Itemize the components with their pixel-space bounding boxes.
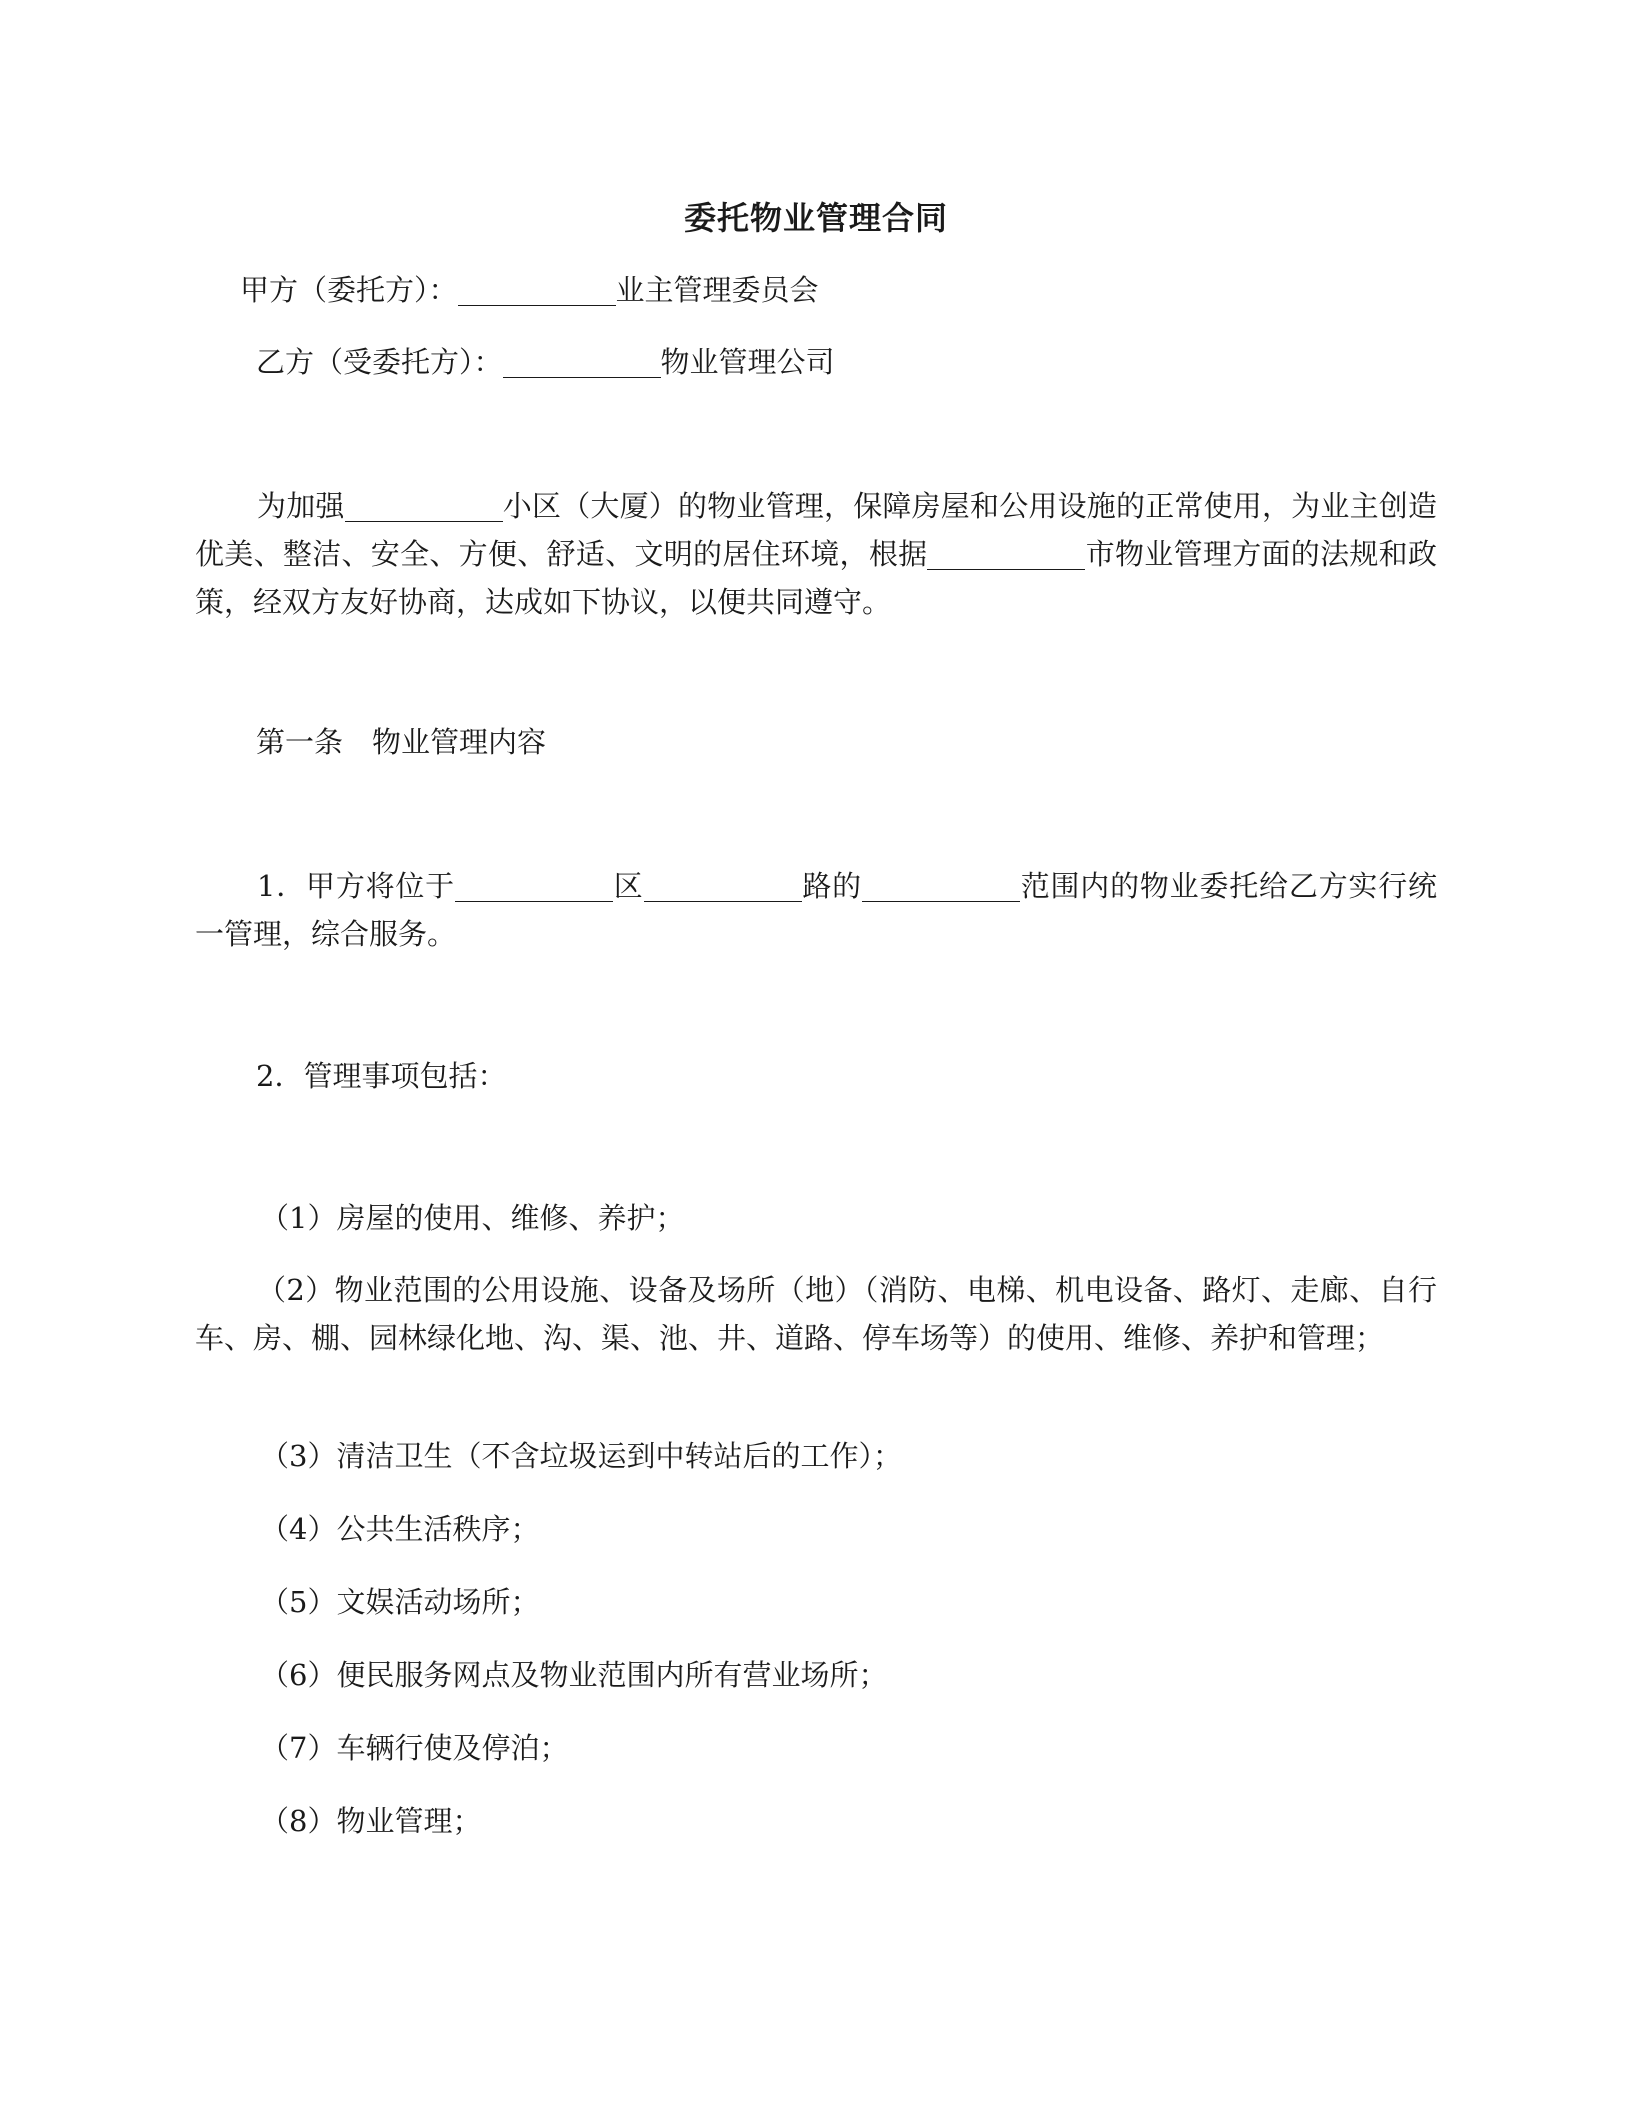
list-item: （1）房屋的使用、维修、养护； bbox=[260, 1201, 685, 1235]
party-a-line bbox=[240, 266, 819, 314]
clause-1-text-4: 范围内的物业委托给乙方实行统一管理，综合服务。 bbox=[195, 869, 1437, 951]
list-item: （5）文娱活动场所； bbox=[260, 1585, 540, 1619]
list-item: （6）便民服务网点及物业范围内所有营业场所； bbox=[260, 1658, 888, 1692]
document-title: 委托物业管理合同 bbox=[683, 199, 948, 237]
list-item: （3）清洁卫生（不含垃圾运到中转站后的工作）； bbox=[260, 1439, 902, 1473]
party-a-label: 甲方（委托方）： bbox=[240, 273, 458, 307]
list-item: （4）公共生活秩序； bbox=[260, 1512, 540, 1546]
clause-1-paragraph bbox=[195, 862, 1437, 958]
article-1-heading: 第一条 物业管理内容 bbox=[256, 725, 547, 759]
list-item: （8）物业管理； bbox=[260, 1804, 482, 1838]
clause-1-text-3: 路的 bbox=[801, 869, 862, 903]
party-a-blank bbox=[458, 275, 616, 306]
list-item: （7）车辆行使及停泊； bbox=[260, 1731, 569, 1765]
party-b-suffix: 物业管理公司 bbox=[660, 345, 835, 379]
preamble-text-1: 为加强 bbox=[257, 489, 345, 523]
list-item: （2）物业范围的公用设施、设备及场所（地）（消防、电梯、机电设备、路灯、走廊、自行车、房、棚、园林绿化地、沟、渠、池、井、道路、停车场等）的使用、维修、养护和管理； bbox=[195, 1273, 1437, 1355]
party-b-label: 乙方（受委托方）： bbox=[256, 345, 503, 379]
clause-2-heading: 2．管理事项包括： bbox=[256, 1059, 507, 1093]
clause-1-blank-3 bbox=[862, 871, 1020, 902]
party-b-blank bbox=[503, 347, 661, 378]
preamble-text-3: 市物业管理方面的法规和政策，经双方友好协商，达成如下协议，以便共同遵守。 bbox=[195, 537, 1437, 619]
clause-1-blank-2 bbox=[644, 871, 802, 902]
clause-1-text-1: 1．甲方将位于 bbox=[257, 869, 455, 903]
preamble-text-2: 小区（大厦）的物业管理，保障房屋和公用设施的正常使用，为业主创造优美、整洁、安全、方便、舒适、文明的居住环境，根据 bbox=[195, 489, 1437, 571]
party-a-suffix: 业主管理委员会 bbox=[615, 273, 819, 307]
preamble-paragraph bbox=[195, 482, 1437, 626]
party-b-line bbox=[256, 338, 835, 386]
preamble-blank-1 bbox=[345, 491, 503, 522]
clause-1-text-2: 区 bbox=[612, 869, 644, 903]
clause-1-blank-1 bbox=[455, 871, 613, 902]
preamble-blank-2 bbox=[927, 539, 1085, 570]
